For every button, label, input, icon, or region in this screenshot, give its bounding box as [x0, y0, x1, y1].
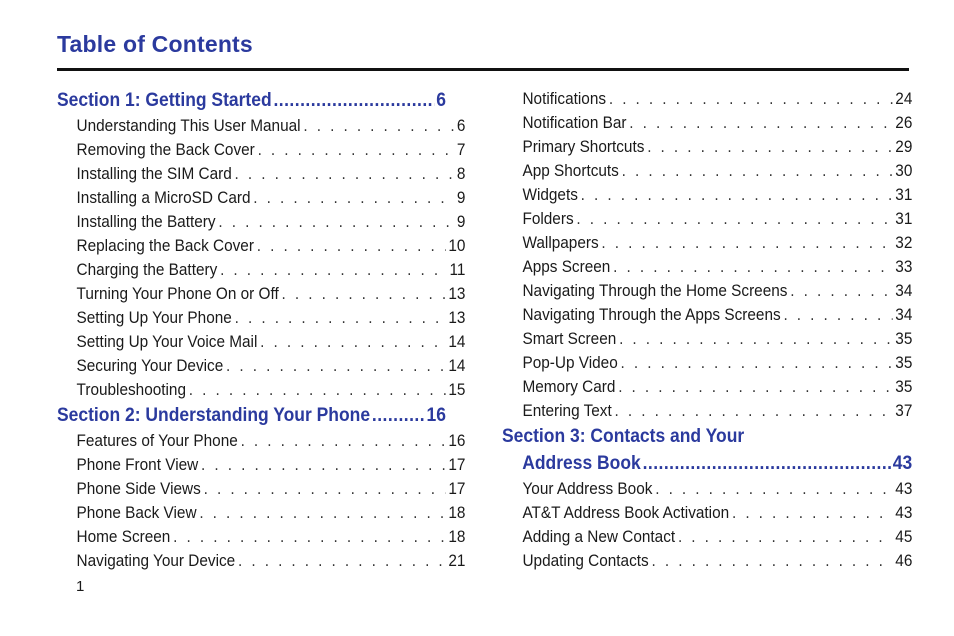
- toc-entry-label: Securing Your Device: [76, 357, 224, 375]
- dot-leader: [189, 378, 446, 402]
- toc-entry[interactable]: [502, 303, 912, 327]
- toc-entry-page-number: 35: [895, 330, 913, 348]
- toc-entry[interactable]: [57, 306, 465, 330]
- toc-entry[interactable]: [502, 525, 912, 549]
- toc-entry-label: Phone Side Views: [76, 480, 201, 498]
- section-heading-label: Address Book: [522, 453, 641, 474]
- toc-entry-label: Notifications: [522, 90, 607, 108]
- section-heading-label: Section 2: Understanding Your Phone: [57, 405, 371, 426]
- toc-section-3-heading[interactable]: Section 3: Contacts and Your: [502, 426, 745, 447]
- toc-section-3-heading-continued[interactable]: [502, 450, 912, 477]
- toc-entry[interactable]: [57, 330, 465, 354]
- dot-leader: [218, 210, 454, 234]
- toc-entry-page-number: 34: [895, 306, 913, 324]
- toc-entry[interactable]: [57, 138, 465, 162]
- toc-entry-page-number: 29: [895, 138, 913, 156]
- toc-entry[interactable]: [57, 258, 465, 282]
- toc-entry-label: Adding a New Contact: [522, 528, 676, 546]
- toc-entry-label: Phone Back View: [76, 504, 197, 522]
- dot-leader: [241, 429, 446, 453]
- toc-entry-label: Features of Your Phone: [76, 432, 238, 450]
- toc-entry[interactable]: [502, 87, 912, 111]
- toc-entry-label: Setting Up Your Voice Mail: [76, 333, 258, 351]
- toc-entry[interactable]: [57, 378, 465, 402]
- dot-leader: [651, 549, 892, 573]
- toc-column-left: [57, 87, 466, 573]
- toc-entry-page-number: 11: [449, 261, 466, 279]
- toc-entry-label: Navigating Your Device: [76, 552, 236, 570]
- page-number: 1: [76, 578, 85, 595]
- toc-entry-page-number: 21: [448, 552, 466, 570]
- dot-leader: [619, 327, 892, 351]
- toc-entry-label: Primary Shortcuts: [522, 138, 645, 156]
- toc-entry-label: Setting Up Your Phone: [76, 309, 232, 327]
- toc-entry-label: Navigating Through the Apps Screens: [522, 306, 781, 324]
- toc-entry-page-number: 13: [448, 285, 466, 303]
- dot-leader: [647, 135, 892, 159]
- toc-entry-label: Turning Your Phone On or Off: [76, 285, 279, 303]
- toc-entry-label: Installing the Battery: [76, 213, 216, 231]
- dot-leader: [732, 501, 893, 525]
- toc-section-1-heading[interactable]: [57, 87, 446, 114]
- toc-entry-page-number: 9: [456, 213, 466, 231]
- dot-leader: [303, 114, 454, 138]
- dot-leader: [622, 159, 893, 183]
- toc-entry-label: Removing the Back Cover: [76, 141, 255, 159]
- toc-entry-page-number: 45: [895, 528, 913, 546]
- section-heading-label: Section 1: Getting Started: [57, 90, 272, 111]
- toc-entry-label: Installing the SIM Card: [76, 165, 232, 183]
- toc-entry[interactable]: [57, 186, 465, 210]
- toc-section-2-heading[interactable]: [57, 402, 446, 429]
- toc-entry-page-number: 26: [895, 114, 913, 132]
- toc-entry-label: AT&T Address Book Activation: [522, 504, 730, 522]
- toc-entry-label: Troubleshooting: [76, 381, 187, 399]
- toc-entry[interactable]: [57, 477, 465, 501]
- dot-leader: [576, 207, 892, 231]
- dot-leader: [220, 258, 447, 282]
- dot-leader: [273, 87, 434, 114]
- toc-entry[interactable]: [502, 399, 912, 423]
- toc-entry-label: Navigating Through the Home Screens: [522, 282, 788, 300]
- toc-entry-label: Smart Screen: [522, 330, 617, 348]
- toc-entry-label: Pop-Up Video: [522, 354, 618, 372]
- dot-leader: [629, 111, 892, 135]
- toc-entry-label: Updating Contacts: [522, 552, 649, 570]
- dot-leader: [601, 231, 892, 255]
- toc-entry-page-number: 35: [895, 378, 913, 396]
- dot-leader: [609, 87, 893, 111]
- toc-entry[interactable]: [502, 207, 912, 231]
- toc-entry-page-number: 7: [456, 141, 466, 159]
- toc-entry-page-number: 35: [895, 354, 913, 372]
- dot-leader: [235, 162, 455, 186]
- dot-leader: [581, 183, 893, 207]
- toc-entry-page-number: 46: [895, 552, 913, 570]
- toc-entry-page-number: 13: [448, 309, 466, 327]
- toc-entry-page-number: 37: [895, 402, 913, 420]
- toc-entry[interactable]: [502, 135, 912, 159]
- toc-entry-page-number: 18: [448, 528, 466, 546]
- toc-entry-label: Installing a MicroSD Card: [76, 189, 251, 207]
- toc-entry-page-number: 32: [895, 234, 913, 252]
- toc-entry-label: Phone Front View: [76, 456, 199, 474]
- toc-entry[interactable]: [502, 231, 912, 255]
- toc-entry-label: Replacing the Back Cover: [76, 237, 254, 255]
- toc-entry-label: Understanding This User Manual: [76, 117, 301, 135]
- toc-entry[interactable]: [57, 354, 465, 378]
- toc-entry-label: Apps Screen: [522, 258, 611, 276]
- dot-leader: [173, 525, 445, 549]
- toc-entry[interactable]: [502, 327, 912, 351]
- toc-entry[interactable]: [57, 525, 465, 549]
- toc-entry-page-number: 18: [448, 504, 466, 522]
- toc-entry-page-number: 34: [895, 282, 913, 300]
- toc-entry-label: Entering Text: [522, 402, 612, 420]
- toc-column-right: [502, 87, 913, 573]
- section-page-number: 16: [426, 405, 447, 426]
- toc-entry-label: Charging the Battery: [76, 261, 218, 279]
- toc-entry[interactable]: [502, 255, 912, 279]
- toc-entry-label: Notification Bar: [522, 114, 627, 132]
- toc-entry-page-number: 17: [448, 456, 466, 474]
- toc-entry[interactable]: [502, 351, 912, 375]
- toc-entry[interactable]: [57, 162, 465, 186]
- dot-leader: [204, 477, 446, 501]
- toc-entry-page-number: 14: [448, 357, 466, 375]
- toc-entry[interactable]: [502, 279, 912, 303]
- dot-leader: [235, 306, 446, 330]
- dot-leader: [655, 477, 892, 501]
- dot-leader: [372, 402, 425, 429]
- toc-entry-label: Memory Card: [522, 378, 616, 396]
- dot-leader: [253, 186, 454, 210]
- dot-leader: [199, 501, 445, 525]
- toc-entry[interactable]: [57, 549, 465, 573]
- toc-entry-page-number: 31: [895, 186, 913, 204]
- page-title: Table of Contents: [57, 31, 253, 57]
- toc-entry[interactable]: [57, 501, 465, 525]
- toc-entry[interactable]: [57, 429, 465, 453]
- toc-entry-label: App Shortcuts: [522, 162, 619, 180]
- title-divider: [57, 68, 909, 71]
- toc-entry-page-number: 14: [448, 333, 466, 351]
- toc-entry[interactable]: [502, 501, 912, 525]
- toc-entry[interactable]: [502, 549, 912, 573]
- toc-entry-label: Your Address Book: [522, 480, 653, 498]
- toc-entry-page-number: 15: [448, 381, 466, 399]
- toc-entry-page-number: 43: [895, 480, 913, 498]
- toc-entry-label: Home Screen: [76, 528, 171, 546]
- toc-entry-page-number: 9: [456, 189, 466, 207]
- toc-entry-page-number: 17: [448, 480, 466, 498]
- dot-leader: [238, 549, 446, 573]
- dot-leader: [613, 255, 892, 279]
- toc-entry-page-number: 6: [456, 117, 466, 135]
- dot-leader: [258, 138, 455, 162]
- toc-entry-page-number: 33: [895, 258, 913, 276]
- dot-leader: [618, 375, 892, 399]
- toc-entry[interactable]: [502, 111, 912, 135]
- toc-entry[interactable]: [57, 282, 465, 306]
- toc-entry-page-number: 8: [456, 165, 466, 183]
- dot-leader: [621, 351, 893, 375]
- toc-entry-label: Widgets: [522, 186, 578, 204]
- dot-leader: [257, 234, 446, 258]
- dot-leader: [226, 354, 446, 378]
- dot-leader: [615, 399, 893, 423]
- toc-entry-label: Wallpapers: [522, 234, 599, 252]
- section-page-number: 43: [892, 453, 913, 474]
- toc-entry-page-number: 24: [895, 90, 913, 108]
- toc-entry[interactable]: [502, 159, 912, 183]
- toc-entry-page-number: 10: [448, 237, 466, 255]
- dot-leader: [790, 279, 892, 303]
- toc-entry[interactable]: [502, 183, 912, 207]
- section-page-number: 6: [436, 90, 447, 111]
- toc-entry-label: Folders: [522, 210, 574, 228]
- toc-entry[interactable]: [502, 375, 912, 399]
- dot-leader: [260, 330, 445, 354]
- dot-leader: [643, 450, 891, 477]
- toc-entry[interactable]: [502, 477, 912, 501]
- dot-leader: [678, 525, 893, 549]
- dot-leader: [282, 282, 446, 306]
- toc-entry-page-number: 30: [895, 162, 913, 180]
- dot-leader: [783, 303, 892, 327]
- toc-entry[interactable]: [57, 453, 465, 477]
- toc-entry-page-number: 16: [448, 432, 466, 450]
- toc-entry[interactable]: [57, 234, 465, 258]
- dot-leader: [201, 453, 446, 477]
- toc-entry[interactable]: [57, 114, 465, 138]
- toc-entry-page-number: 43: [895, 504, 913, 522]
- toc-entry[interactable]: [57, 210, 465, 234]
- toc-entry-page-number: 31: [895, 210, 913, 228]
